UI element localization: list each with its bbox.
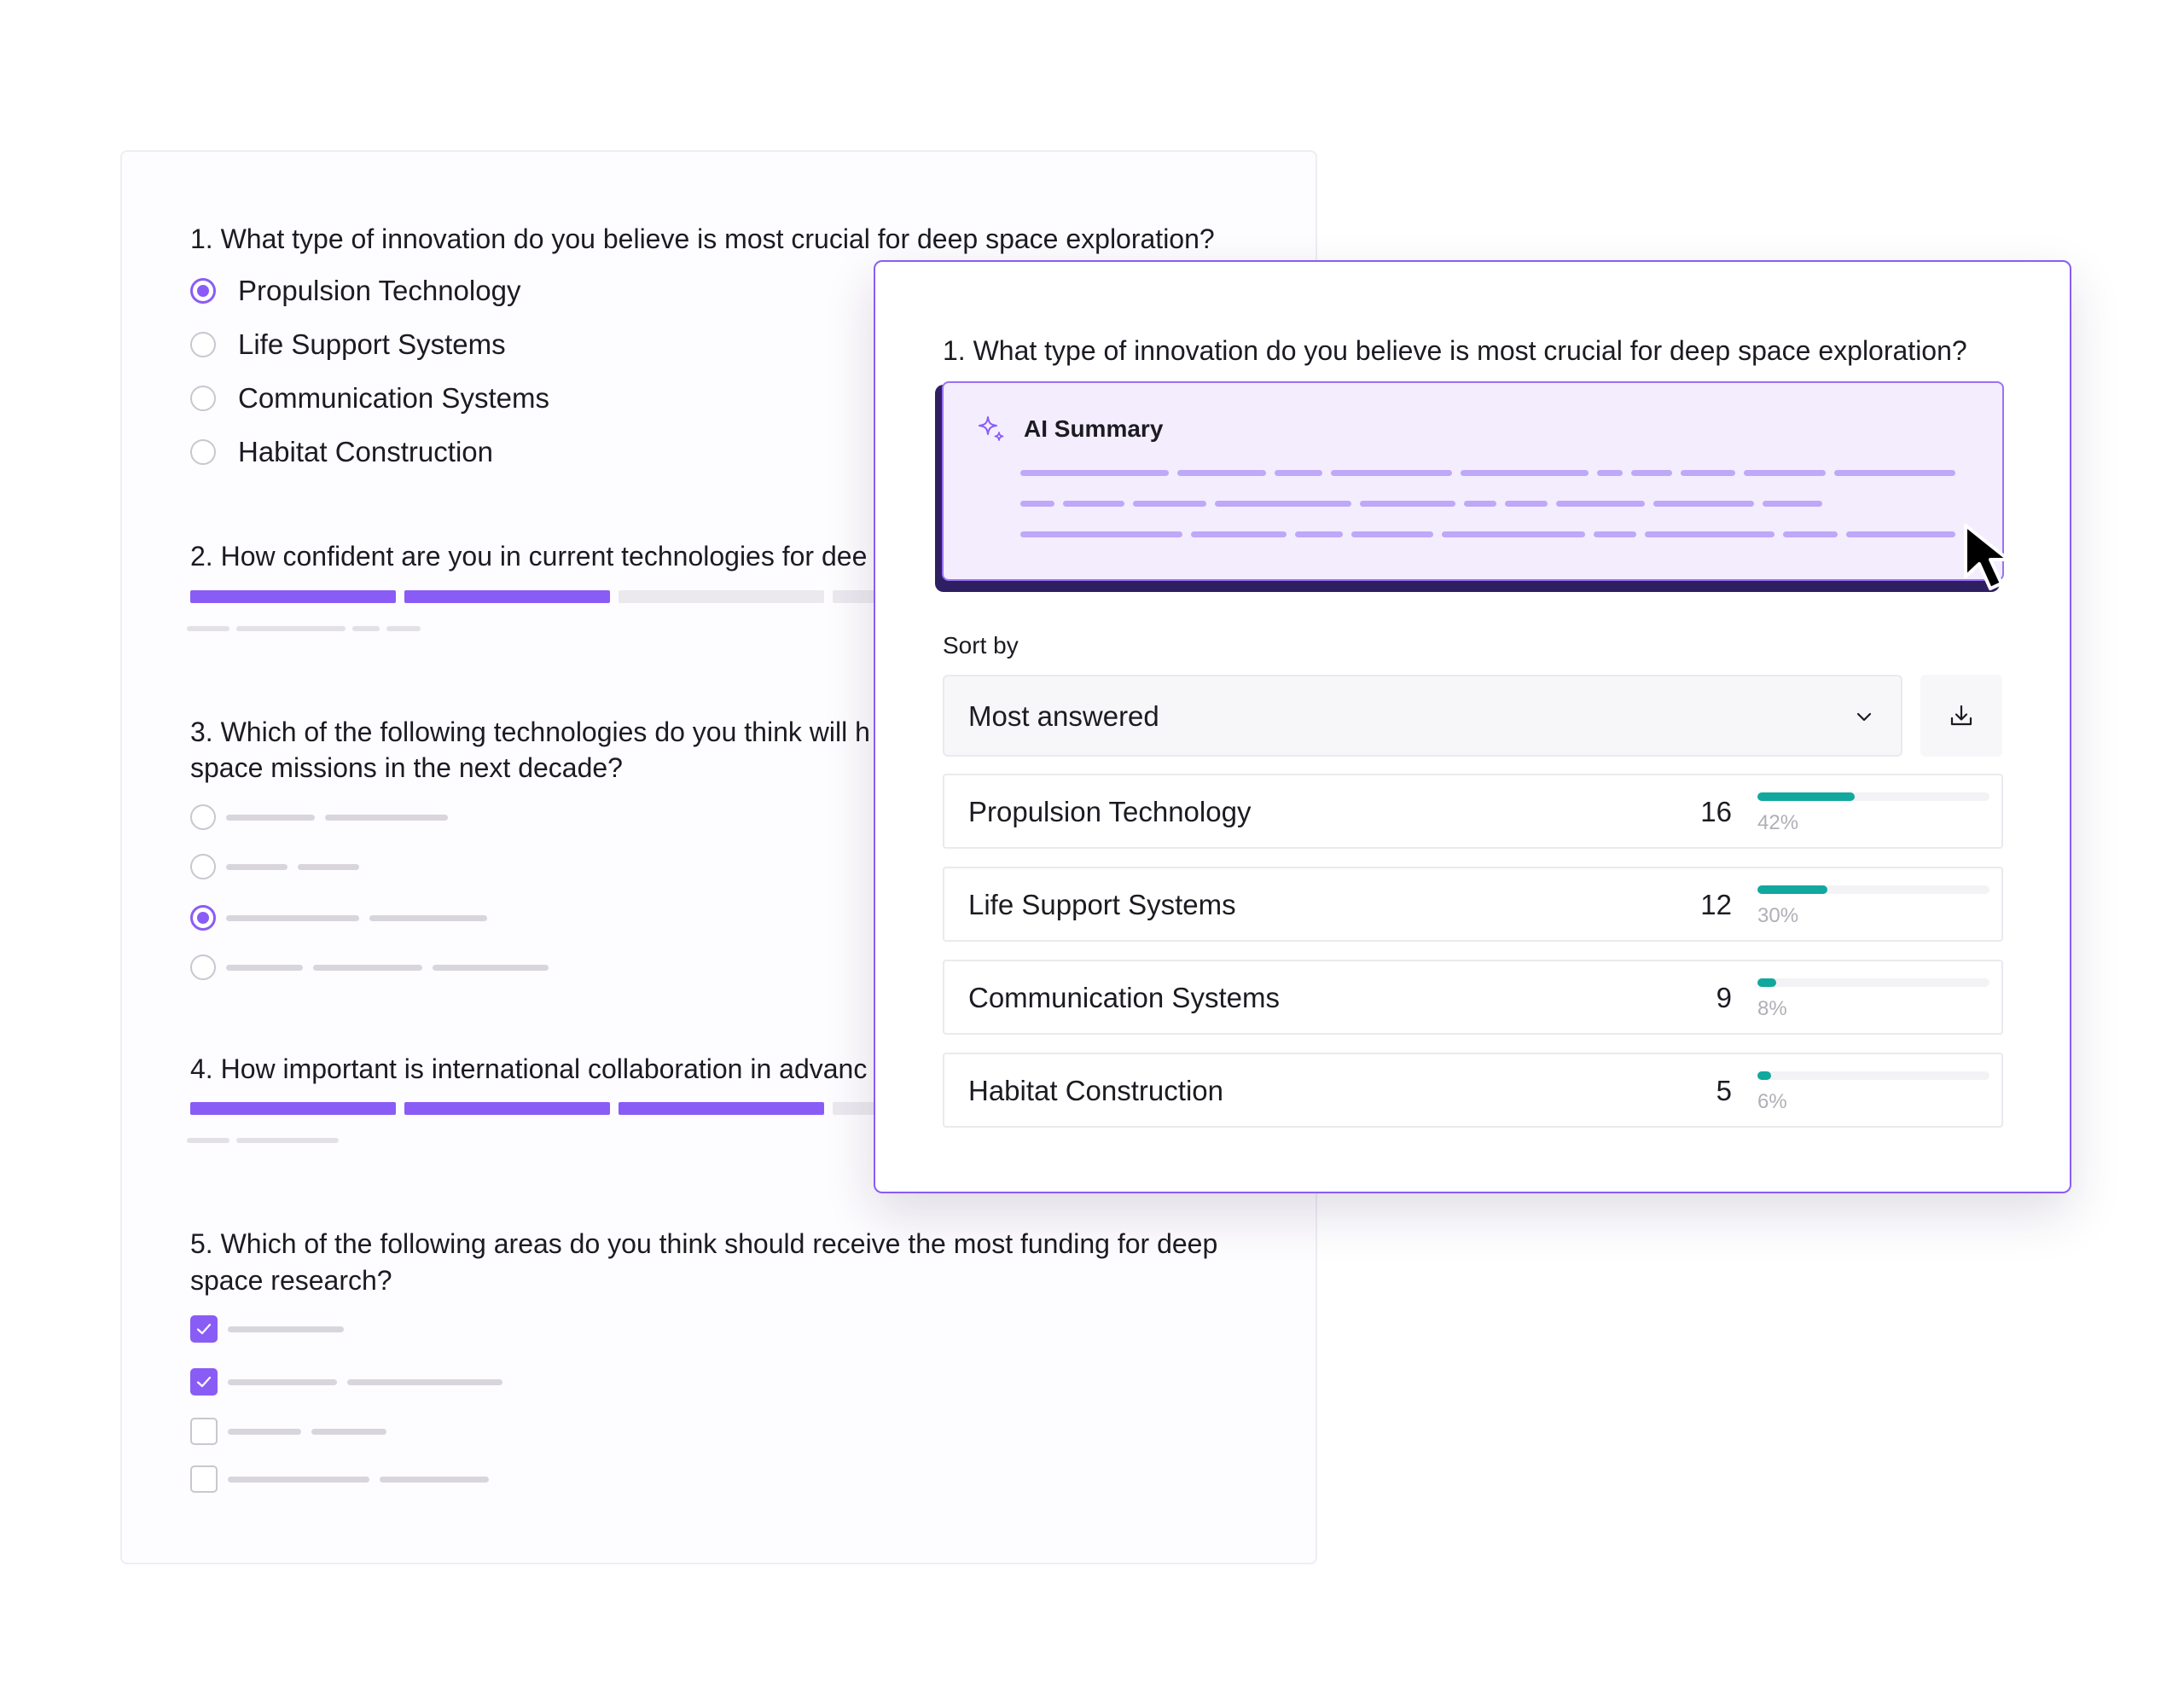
question-3-option[interactable]	[190, 902, 487, 933]
result-bar	[1757, 885, 1989, 894]
sort-by-label: Sort by	[943, 632, 1019, 659]
results-panel	[874, 260, 2071, 1193]
result-bar-fill	[1757, 1071, 1771, 1080]
scale-segment[interactable]	[404, 1102, 610, 1115]
checkmark-icon	[195, 1320, 213, 1338]
question-5-text-continued: space research?	[190, 1265, 392, 1296]
question-5-option[interactable]	[190, 1367, 502, 1397]
ai-summary-text-placeholder	[1020, 531, 1955, 537]
result-row[interactable]	[943, 960, 2003, 1035]
result-label: Propulsion Technology	[968, 796, 1252, 827]
radio-button-selected[interactable]	[190, 905, 216, 931]
result-percent: 42%	[1757, 811, 1799, 834]
result-bar-fill	[1757, 885, 1827, 894]
question-3-option[interactable]	[190, 851, 359, 882]
result-label: Communication Systems	[968, 982, 1280, 1013]
question-3-option[interactable]	[190, 802, 448, 833]
scale-segment[interactable]	[404, 590, 610, 603]
scale-segment[interactable]	[190, 1102, 396, 1115]
question-3-option[interactable]	[190, 952, 549, 983]
scale-caption-placeholder	[187, 626, 421, 631]
result-count: 16	[1700, 796, 1732, 827]
result-row[interactable]	[943, 1053, 2003, 1128]
result-label: Life Support Systems	[968, 889, 1236, 920]
result-count: 5	[1716, 1075, 1732, 1106]
result-bar	[1757, 978, 1989, 987]
question-5-option[interactable]	[190, 1416, 386, 1447]
mouse-pointer-icon	[1960, 520, 2029, 597]
result-row[interactable]	[943, 774, 2003, 849]
result-bar-fill	[1757, 978, 1776, 987]
scale-segment[interactable]	[619, 590, 824, 603]
option-label: Habitat Construction	[238, 436, 493, 467]
question-5-text: 5. Which of the following areas do you think should receive the most funding for deep	[190, 1228, 1218, 1259]
option-label: Propulsion Technology	[238, 275, 521, 306]
result-bar	[1757, 792, 1989, 801]
question-3-text-continued: space missions in the next decade?	[190, 752, 623, 783]
option-label: Life Support Systems	[238, 328, 506, 360]
radio-button[interactable]	[190, 955, 216, 980]
ai-summary-text-placeholder	[1020, 501, 1822, 507]
radio-button[interactable]	[190, 332, 216, 357]
radio-button[interactable]	[190, 804, 216, 830]
radio-button[interactable]	[190, 386, 216, 411]
question-5-option[interactable]	[190, 1464, 489, 1494]
sparkle-icon	[976, 414, 1007, 444]
question-1-option-propulsion[interactable]	[190, 276, 520, 306]
question-5-option[interactable]	[190, 1314, 344, 1344]
result-percent: 30%	[1757, 904, 1799, 927]
scale-segment[interactable]	[190, 590, 396, 603]
chevron-down-icon	[1850, 702, 1879, 731]
checkmark-icon	[195, 1372, 213, 1391]
question-1-option-communication[interactable]	[190, 383, 549, 414]
checkbox[interactable]	[190, 1465, 218, 1493]
question-1-text: 1. What type of innovation do you believe is most crucial for deep space exploration?	[190, 223, 1215, 254]
radio-button-selected[interactable]	[190, 278, 216, 304]
ai-summary-title: AI Summary	[1024, 415, 1164, 442]
result-bar-fill	[1757, 792, 1855, 801]
result-label: Habitat Construction	[968, 1075, 1223, 1106]
question-2-text: 2. How confident are you in current technologies for dee	[190, 541, 868, 572]
checkbox-checked[interactable]	[190, 1315, 218, 1343]
result-row[interactable]	[943, 867, 2003, 942]
scale-segment[interactable]	[619, 1102, 824, 1115]
question-1-option-life-support[interactable]	[190, 329, 506, 360]
question-1-option-habitat[interactable]	[190, 437, 493, 467]
result-percent: 8%	[1757, 997, 1787, 1020]
ai-summary-card[interactable]	[942, 381, 2004, 581]
radio-button[interactable]	[190, 854, 216, 879]
results-question: 1. What type of innovation do you believe is most crucial for deep space exploration?	[943, 335, 1967, 366]
ai-summary-text-placeholder	[1020, 470, 1955, 476]
result-bar	[1757, 1071, 1989, 1080]
result-percent: 6%	[1757, 1090, 1787, 1113]
scale-caption-placeholder	[187, 1138, 339, 1143]
download-icon	[1947, 701, 1976, 730]
sort-select[interactable]	[943, 675, 1902, 757]
result-count: 12	[1700, 889, 1732, 920]
result-count: 9	[1716, 982, 1732, 1013]
checkbox-checked[interactable]	[190, 1368, 218, 1396]
option-label: Communication Systems	[238, 382, 549, 414]
checkbox[interactable]	[190, 1418, 218, 1445]
radio-button[interactable]	[190, 439, 216, 465]
question-3-text: 3. Which of the following technologies do you think will h	[190, 717, 870, 747]
question-4-text: 4. How important is international collaboration in advanc	[190, 1053, 868, 1084]
download-button[interactable]	[1920, 675, 2002, 757]
sort-select-value: Most answered	[968, 700, 1159, 732]
